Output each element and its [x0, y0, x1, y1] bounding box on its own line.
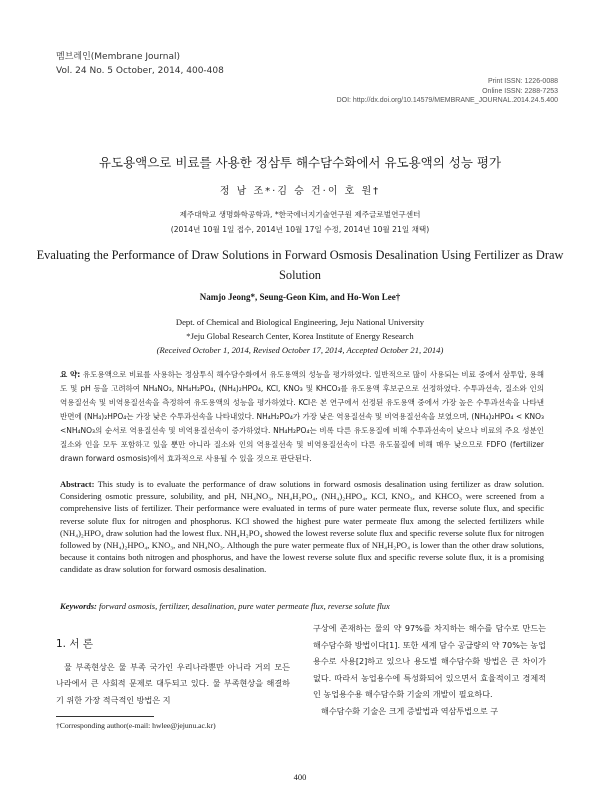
keywords — [60, 601, 544, 611]
volume-line: Vol. 24 No. 5 October, 2014, 400-408 — [56, 66, 224, 76]
abstract-english — [60, 478, 544, 576]
received-dates: (Received October 1, 2014, Revised October 17, 2014, Accepted October 21, 2014) — [156, 345, 444, 355]
print-issn: Print ISSN: 1226-0088 — [487, 78, 558, 85]
authors-korean: 정 남 조*·김 승 건·이 호 원† — [219, 186, 381, 197]
title-english: Evaluating the Performance of Draw Solutions in Forward Osmosis Desalination Using Fertilizer as Draw Solution — [36, 248, 564, 282]
affiliation-korean-line1: 제주대학교 생명화학공학과, *한국에너지기술연구원 제주글로벌연구센터 — [179, 210, 421, 219]
affiliation-korean — [0, 207, 600, 237]
abstract-english-text: This study is to evaluate the performance of draw solutions in forward osmosis desalination using fertilizer as draw solution. Considering osmotic pressure, solubility, and pH, NH₄NO₃, NH₄H₂PO₄, (NH₄)₂HPO₄, KCl, KNO₃, and KHCO₃ were screened from a comprehensive lists of fertilizer. Their performance were evaluated in terms of pure water permeate flux, reverse solute flux, and specific reverse solute flux for nitrogen and phosphorus. KCl showed the highest pure water permeate flux among the selected fertilizers while (NH₄)₂HPO₄ draw solution had the lowest flux. NH₄H₂PO₄ showed the lowest reverse solute flux and specific reverse solute flux for nitrogen followed by (NH₄)₂HPO₄, KNO₃, and NH₄NO₃. Although the pure water permeate flux of NH₄H₂PO₄ is lower than the other draw solutions, because it contains both nitrogen and phosphorus, and have the lowest reverse solute flux and specific reverse solute flux, it is a promising candidate as draw solution for forward osmosis desalination. — [60, 479, 544, 575]
section-heading: 1. 서 론 — [56, 638, 93, 650]
left-column — [56, 636, 290, 708]
right-paragraph-2: 해수담수화 기술은 크게 증발법과 역삼투법으로 구 — [321, 705, 499, 716]
issn-block — [337, 77, 558, 106]
page-number: 400 — [293, 772, 307, 782]
abstract-korean-text: 유도용액으로 비료를 사용하는 정삼투식 해수담수화에서 유도용액의 성능을 평가하였다. 일반적으로 많이 사용되는 비료 중에서 삼투압, 용해도 및 pH 등을 고려하여 NH₄NO₃, NH₄H₂PO₄, (NH₄)₂HPO₄, KCl, KNO₃ 및 KHCO₃를 유도용액 후보군으로 선정하였다. 수투과선속, 질소와 인의 역용질선속 및 비역용질선속을 측정하여 유도용액의 성능을 평가하였다. KCl은 본 연구에서 선정된 유도용액 중에서 가장 높은 수투과선속을 나타낸 반면에 (NH₄)₂HPO₄는 가장 낮은 수투과선속을 나타내었다. NH₄H₂PO₄가 가장 낮은 역용질선속 및 비역용질선속을 보였으며, (NH₄)₂HPO₄ < KNO₃ <NH₄NO₃의 순서로 역용질선속 및 비역용질선속이 증가하였다. NH₄H₂PO₄는 비록 다른 유도용질에 비해 수투과선속이 낮으나 비료의 주요 성분인 질소와 인을 모두 포함하고 있을 뿐만 아니라 질소와 인의 역용질선속 및 비역용질선속이 다른 유도물질에 비해 매우 낮으므로 FDFO (fertilizer drawn forward osmosis)에서 효과적으로 사용될 수 있을 것으로 판단된다. — [60, 370, 545, 463]
title-korean: 유도용액으로 비료를 사용한 정삼투 해수담수화에서 유도용액의 성능 평가 — [98, 155, 502, 170]
journal-name: 멤브레인(Membrane Journal) — [56, 52, 181, 62]
abstract-korean-label: 요 약: — [60, 370, 81, 379]
affiliation-english-line2: *Jeju Global Research Center, Korea Institute of Energy Research — [186, 331, 414, 341]
footnote-rule — [56, 716, 154, 717]
right-paragraph-1: 구상에 존재하는 물의 약 97%를 차지하는 해수를 담수로 만드는 해수담수화 방법이다[1]. 또한 세계 담수 공급량의 약 70%는 농업용수로 사용[2]하고 있으나 용도별 해수담수화 방법은 큰 차이가 없다. 따라서 농업용수에 특성화되어 있으면서 효율적이고 경제적인 농업용수용 해수담수화 기술의 개발이 필요하다. — [313, 623, 546, 699]
online-issn: Online ISSN: 2288-7253 — [482, 87, 558, 95]
affiliation-korean-dates: (2014년 10월 1일 접수, 2014년 10월 17일 수정, 2014년 10월 21일 채택) — [170, 225, 430, 234]
keywords-text: forward osmosis, fertilizer, desalination, pure water permeate flux, reverse solute flux — [98, 601, 390, 611]
abstract-english-label: Abstract: — [60, 479, 95, 489]
corresponding-author-footnote: †Corresponding author(e-mail: hwlee@jejunu.ac.kr) — [56, 721, 216, 730]
intro-paragraph: 물 부족현상은 물 부족 국가인 우리나라뿐만 아니라 거의 모든 나라에서 큰 사회적 문제로 대두되고 있다. 물 부족현상을 해결하기 위한 가장 적극적인 방법은 지 — [56, 661, 290, 705]
right-column — [313, 620, 546, 719]
authors-english: Namjo Jeong*, Seung-Geon Kim, and Ho-Won Lee† — [199, 292, 401, 302]
doi-link[interactable]: DOI: http://dx.doi.org/10.14579/MEMBRANE_JOURNAL.2014.24.5.400 — [336, 97, 558, 104]
affiliation-english — [0, 315, 600, 357]
abstract-korean — [60, 368, 544, 466]
keywords-label: Keywords: — [60, 601, 97, 611]
affiliation-english-line1: Dept. of Chemical and Biological Engineering, Jeju National University — [175, 317, 425, 327]
journal-header — [56, 50, 224, 78]
